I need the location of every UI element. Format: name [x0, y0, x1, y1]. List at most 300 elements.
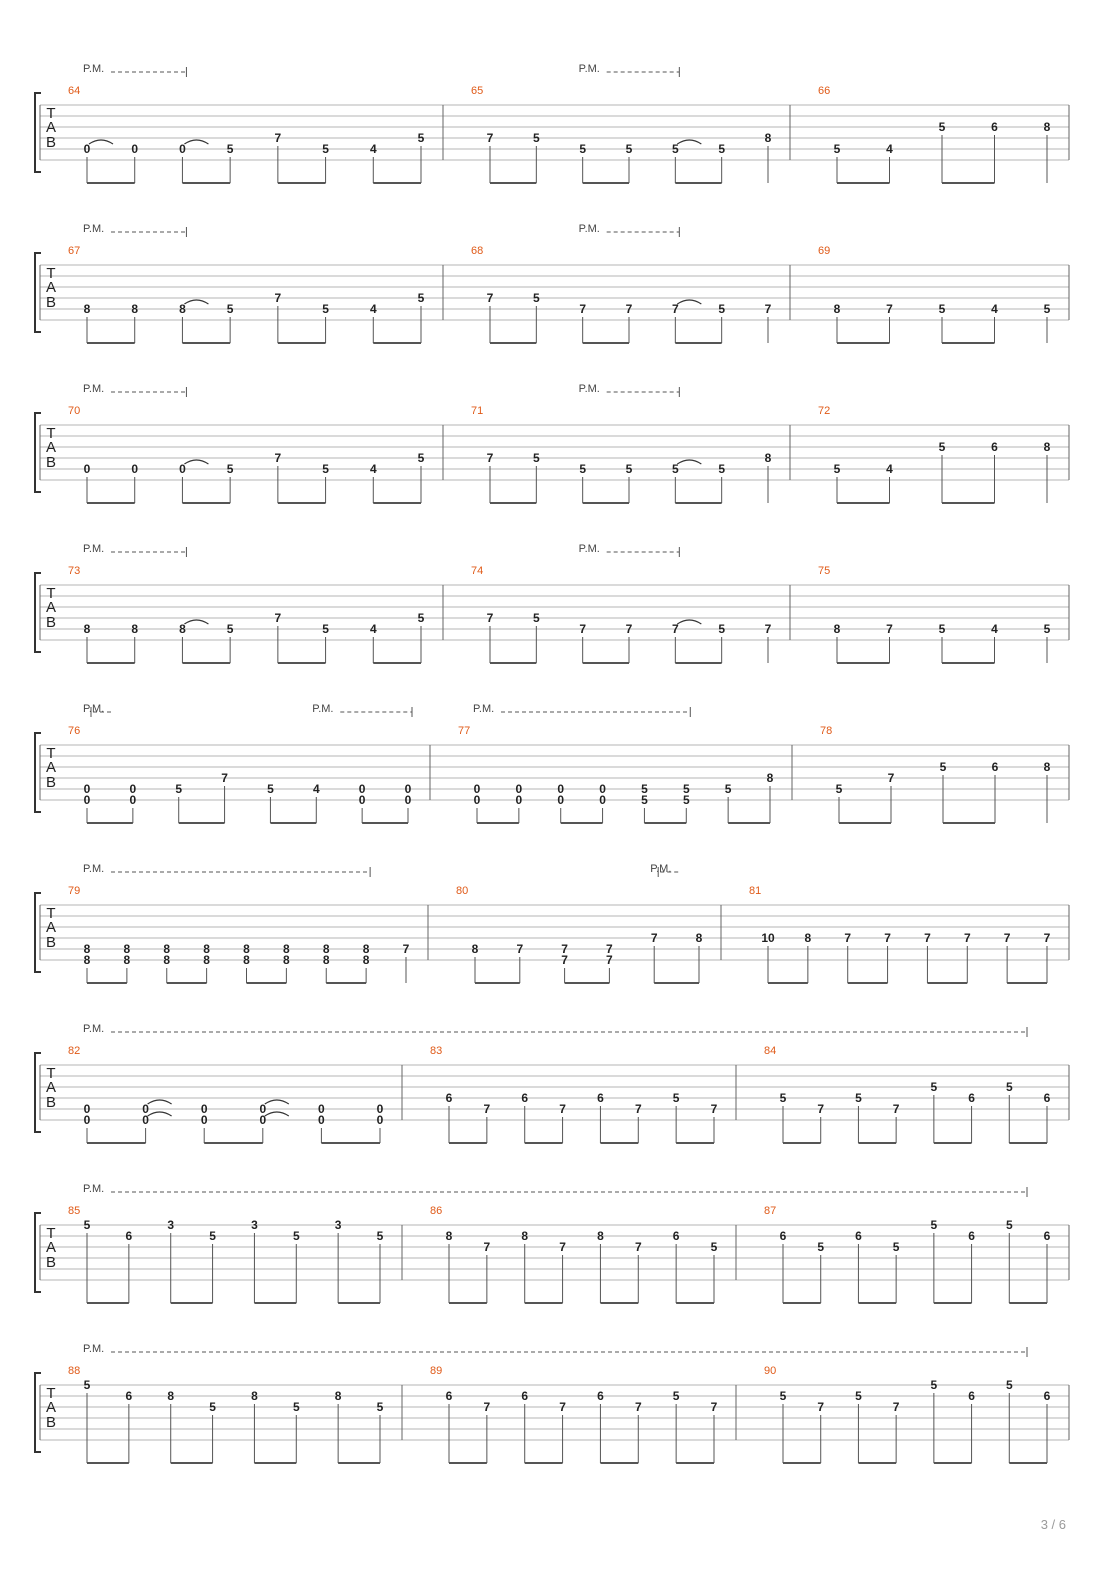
fret-number: 7	[710, 1102, 718, 1116]
fret-number: 6	[855, 1229, 862, 1243]
fret-number: 6	[1043, 1389, 1051, 1403]
fret-number: 5	[672, 1389, 680, 1403]
palm-mute-label: P.M.	[650, 863, 672, 875]
fret-number: 5	[532, 291, 540, 305]
palm-mute-label: P.M.	[83, 703, 105, 715]
fret-number: 5	[322, 462, 329, 476]
fret-number: 4	[369, 302, 377, 316]
fret-number: 8	[203, 953, 210, 967]
palm-mute-label: P.M.	[83, 1023, 105, 1035]
fret-number: 3	[167, 1218, 175, 1232]
tab-system	[35, 1023, 1069, 1143]
fret-number: 7	[1043, 931, 1051, 945]
measure-number: 70	[68, 405, 81, 417]
palm-mute-label: P.M.	[83, 1183, 105, 1195]
measure-number: 87	[764, 1205, 777, 1217]
fret-number: 7	[221, 771, 228, 785]
fret-number: 5	[376, 1400, 384, 1414]
fret-number: 8	[131, 302, 139, 316]
fret-number: 4	[369, 462, 377, 476]
fret-number: 0	[318, 1102, 325, 1116]
fret-number: 8	[362, 953, 370, 967]
fret-number: 8	[179, 622, 186, 636]
fret-number: 7	[561, 942, 568, 956]
fret-number: 5	[226, 462, 234, 476]
fret-number: 0	[358, 793, 366, 807]
tie-arc	[89, 140, 113, 144]
tie-arc	[184, 140, 208, 144]
fret-number: 8	[764, 131, 772, 145]
fret-number: 6	[991, 760, 999, 774]
tab-clef-letter: A	[45, 1239, 57, 1256]
fret-number: 5	[1005, 1378, 1013, 1392]
fret-number: 8	[243, 942, 250, 956]
fret-number: 5	[532, 451, 540, 465]
tab-clef-letter: T	[46, 1065, 56, 1082]
fret-number: 5	[625, 142, 633, 156]
fret-number: 5	[724, 782, 732, 796]
fret-number: 7	[963, 931, 971, 945]
fret-number: 8	[243, 953, 250, 967]
fret-number: 0	[376, 1102, 384, 1116]
tab-system	[35, 63, 1069, 183]
measure-number: 75	[818, 565, 831, 577]
fret-number: 5	[532, 131, 540, 145]
fret-number: 5	[641, 793, 648, 807]
fret-number: 7	[274, 451, 282, 465]
fret-number: 10	[761, 931, 775, 945]
fret-number: 5	[833, 142, 841, 156]
fret-number: 5	[417, 451, 425, 465]
fret-number: 7	[606, 953, 613, 967]
fret-number: 5	[417, 291, 425, 305]
fret-number: 4	[991, 622, 998, 636]
tab-clef-letter: B	[45, 774, 57, 791]
fret-number: 6	[125, 1389, 133, 1403]
fret-number: 5	[322, 302, 329, 316]
fret-number: 8	[83, 302, 91, 316]
fret-number: 8	[83, 622, 91, 636]
fret-number: 0	[200, 1113, 208, 1127]
measure-number: 72	[818, 405, 831, 417]
tab-clef-letter: T	[46, 265, 56, 282]
measure-number: 73	[68, 565, 81, 577]
tie-arc	[148, 1100, 172, 1104]
fret-number: 0	[259, 1113, 267, 1127]
fret-number: 7	[483, 1102, 491, 1116]
fret-number: 7	[817, 1102, 825, 1116]
fret-number: 5	[322, 142, 329, 156]
fret-number: 8	[521, 1229, 529, 1243]
fret-number: 5	[292, 1229, 300, 1243]
measure-number: 77	[458, 725, 471, 737]
fret-number: 5	[855, 1389, 862, 1403]
fret-number: 8	[322, 953, 330, 967]
fret-number: 6	[672, 1229, 680, 1243]
fret-number: 5	[1043, 622, 1051, 636]
fret-number: 7	[887, 771, 895, 785]
fret-number: 7	[483, 1400, 491, 1414]
fret-number: 5	[641, 782, 648, 796]
fret-number: 0	[131, 142, 139, 156]
fret-number: 8	[597, 1229, 604, 1243]
fret-number: 7	[625, 622, 633, 636]
measure-number: 78	[820, 725, 833, 737]
tie-arc	[677, 460, 701, 464]
fret-number: 7	[579, 622, 587, 636]
fret-number: 5	[671, 142, 679, 156]
fret-number: 7	[486, 291, 494, 305]
fret-number: 5	[938, 302, 946, 316]
fret-number: 8	[1043, 440, 1051, 454]
measure-number: 74	[471, 565, 484, 577]
fret-number: 5	[817, 1240, 825, 1254]
fret-number: 7	[892, 1400, 900, 1414]
fret-number: 7	[559, 1102, 566, 1116]
fret-number: 0	[473, 782, 481, 796]
tie-arc	[184, 460, 208, 464]
measure-number: 81	[749, 885, 762, 897]
fret-number: 0	[376, 1113, 384, 1127]
measure-number: 71	[471, 405, 484, 417]
fret-number: 7	[486, 451, 494, 465]
fret-number: 7	[650, 931, 658, 945]
fret-number: 8	[131, 622, 139, 636]
fret-number: 5	[625, 462, 633, 476]
fret-number: 5	[672, 1091, 680, 1105]
fret-number: 5	[322, 622, 329, 636]
fret-number: 7	[516, 942, 524, 956]
fret-number: 7	[671, 622, 679, 636]
measure-number: 85	[68, 1205, 81, 1217]
fret-number: 6	[991, 440, 998, 454]
fret-number: 6	[597, 1389, 604, 1403]
fret-number: 8	[163, 942, 171, 956]
tab-clef-letter: B	[45, 134, 57, 151]
fret-number: 7	[561, 953, 568, 967]
fret-number: 0	[358, 782, 366, 796]
fret-number: 8	[766, 771, 774, 785]
tie-arc	[677, 620, 701, 624]
tab-clef-letter: B	[45, 934, 57, 951]
tie-arc	[265, 1112, 289, 1116]
fret-number: 6	[597, 1091, 604, 1105]
fret-number: 5	[682, 793, 690, 807]
fret-number: 5	[939, 760, 947, 774]
fret-number: 5	[682, 782, 690, 796]
measure-number: 67	[68, 245, 81, 257]
fret-number: 0	[404, 782, 412, 796]
tab-clef-letter: B	[45, 1414, 57, 1431]
tab-clef-letter: T	[46, 1225, 56, 1242]
fret-number: 7	[924, 931, 931, 945]
fret-number: 5	[833, 462, 841, 476]
fret-number: 5	[175, 782, 183, 796]
fret-number: 4	[991, 302, 998, 316]
fret-number: 7	[579, 302, 587, 316]
fret-number: 0	[83, 782, 91, 796]
fret-number: 5	[579, 142, 587, 156]
fret-number: 6	[1043, 1229, 1051, 1243]
fret-number: 8	[322, 942, 330, 956]
tie-arc	[677, 300, 701, 304]
fret-number: 5	[855, 1091, 862, 1105]
fret-number: 7	[274, 291, 282, 305]
fret-number: 0	[515, 793, 523, 807]
fret-number: 8	[833, 622, 841, 636]
fret-number: 0	[142, 1102, 149, 1116]
fret-number: 7	[844, 931, 852, 945]
fret-number: 7	[606, 942, 613, 956]
fret-number: 8	[445, 1229, 453, 1243]
palm-mute-label: P.M.	[83, 223, 105, 235]
fret-number: 0	[83, 142, 91, 156]
fret-number: 6	[521, 1091, 529, 1105]
fret-number: 5	[209, 1400, 216, 1414]
tab-clef-letter: A	[45, 919, 57, 936]
fret-number: 0	[129, 793, 137, 807]
palm-mute-label: P.M.	[312, 703, 334, 715]
fret-number: 7	[710, 1400, 718, 1414]
fret-number: 5	[718, 462, 726, 476]
tab-clef-letter: T	[46, 425, 56, 442]
fret-number: 7	[886, 622, 893, 636]
fret-number: 6	[1043, 1091, 1051, 1105]
fret-number: 7	[634, 1240, 642, 1254]
fret-number: 7	[817, 1400, 825, 1414]
fret-number: 3	[334, 1218, 342, 1232]
fret-number: 5	[938, 440, 946, 454]
fret-number: 5	[209, 1229, 216, 1243]
fret-number: 5	[292, 1400, 300, 1414]
fret-number: 7	[274, 611, 282, 625]
tie-arc	[184, 620, 208, 624]
tab-clef-letter: T	[46, 585, 56, 602]
fret-number: 5	[938, 622, 946, 636]
fret-number: 8	[334, 1389, 342, 1403]
fret-number: 5	[532, 611, 540, 625]
tab-system	[35, 863, 1069, 983]
fret-number: 7	[892, 1102, 900, 1116]
fret-number: 7	[634, 1400, 642, 1414]
fret-number: 5	[417, 131, 425, 145]
fret-number: 6	[991, 120, 998, 134]
fret-number: 7	[274, 131, 282, 145]
tab-clef-letter: B	[45, 614, 57, 631]
measure-number: 90	[764, 1365, 777, 1377]
measure-number: 86	[430, 1205, 443, 1217]
fret-number: 7	[486, 611, 494, 625]
fret-number: 7	[886, 302, 893, 316]
fret-number: 0	[83, 1113, 91, 1127]
fret-number: 8	[804, 931, 812, 945]
fret-number: 3	[251, 1218, 258, 1232]
palm-mute-label: P.M.	[578, 543, 600, 555]
fret-number: 0	[83, 462, 91, 476]
palm-mute-label: P.M.	[83, 863, 105, 875]
fret-number: 7	[764, 622, 772, 636]
fret-number: 0	[179, 142, 186, 156]
tab-clef-letter: A	[45, 279, 57, 296]
measure-number: 76	[68, 725, 81, 737]
palm-mute-label: P.M.	[578, 63, 600, 75]
fret-number: 6	[968, 1229, 975, 1243]
fret-number: 8	[764, 451, 772, 465]
fret-number: 7	[884, 931, 891, 945]
tab-clef-letter: A	[45, 599, 57, 616]
fret-number: 7	[625, 302, 633, 316]
palm-mute-label: P.M.	[83, 63, 105, 75]
measure-number: 66	[818, 85, 831, 97]
fret-number: 5	[938, 120, 946, 134]
fret-number: 6	[521, 1389, 529, 1403]
fret-number: 8	[251, 1389, 258, 1403]
measure-number: 88	[68, 1365, 81, 1377]
fret-number: 0	[599, 782, 606, 796]
fret-number: 0	[557, 793, 565, 807]
fret-number: 4	[886, 462, 893, 476]
fret-number: 5	[417, 611, 425, 625]
palm-mute-label: P.M.	[83, 543, 105, 555]
fret-number: 5	[671, 462, 679, 476]
fret-number: 6	[968, 1389, 975, 1403]
fret-number: 5	[930, 1218, 938, 1232]
tab-system	[35, 223, 1069, 343]
tab-clef-letter: B	[45, 294, 57, 311]
fret-number: 5	[779, 1091, 787, 1105]
tab-system	[35, 703, 1069, 823]
tie-arc	[265, 1100, 289, 1104]
fret-number: 7	[1003, 931, 1011, 945]
fret-number: 4	[369, 142, 377, 156]
tab-clef-letter: T	[46, 745, 56, 762]
fret-number: 8	[83, 942, 91, 956]
tab-system	[35, 543, 1069, 663]
palm-mute-label: P.M.	[578, 383, 600, 395]
fret-number: 0	[131, 462, 139, 476]
fret-number: 0	[515, 782, 523, 796]
tab-system	[35, 1183, 1069, 1303]
fret-number: 5	[930, 1080, 938, 1094]
fret-number: 6	[445, 1091, 453, 1105]
palm-mute-label: P.M.	[473, 703, 495, 715]
tab-system	[35, 383, 1069, 503]
fret-number: 0	[129, 782, 137, 796]
measure-number: 79	[68, 885, 81, 897]
tab-system	[35, 1343, 1069, 1463]
fret-number: 7	[634, 1102, 642, 1116]
fret-number: 8	[471, 942, 479, 956]
fret-number: 8	[123, 942, 131, 956]
fret-number: 7	[764, 302, 772, 316]
fret-number: 5	[1005, 1218, 1013, 1232]
fret-number: 5	[1043, 302, 1051, 316]
fret-number: 8	[203, 942, 210, 956]
fret-number: 5	[83, 1378, 91, 1392]
fret-number: 8	[179, 302, 186, 316]
fret-number: 0	[473, 793, 481, 807]
fret-number: 8	[123, 953, 131, 967]
fret-number: 0	[142, 1113, 149, 1127]
fret-number: 6	[779, 1229, 787, 1243]
fret-number: 7	[559, 1240, 566, 1254]
fret-number: 0	[259, 1102, 267, 1116]
fret-number: 5	[835, 782, 843, 796]
measure-number: 83	[430, 1045, 443, 1057]
fret-number: 5	[718, 142, 726, 156]
fret-number: 0	[200, 1102, 208, 1116]
tab-clef-letter: B	[45, 454, 57, 471]
fret-number: 5	[579, 462, 587, 476]
fret-number: 6	[445, 1389, 453, 1403]
measure-number: 69	[818, 245, 831, 257]
fret-number: 5	[1005, 1080, 1013, 1094]
fret-number: 5	[718, 302, 726, 316]
measure-number: 80	[456, 885, 469, 897]
fret-number: 5	[267, 782, 274, 796]
fret-number: 5	[779, 1389, 787, 1403]
fret-number: 0	[83, 793, 91, 807]
tab-clef-letter: A	[45, 1079, 57, 1096]
tab-clef-letter: B	[45, 1254, 57, 1271]
fret-number: 0	[404, 793, 412, 807]
measure-number: 89	[430, 1365, 443, 1377]
fret-number: 4	[312, 782, 320, 796]
tie-arc	[184, 300, 208, 304]
palm-mute-label: P.M.	[83, 383, 105, 395]
fret-number: 8	[283, 942, 290, 956]
fret-number: 7	[559, 1400, 566, 1414]
fret-number: 7	[486, 131, 494, 145]
fret-number: 5	[930, 1378, 938, 1392]
fret-number: 5	[226, 142, 234, 156]
fret-number: 5	[376, 1229, 384, 1243]
tab-clef-letter: A	[45, 119, 57, 136]
fret-number: 5	[83, 1218, 91, 1232]
measure-number: 68	[471, 245, 484, 257]
fret-number: 8	[83, 953, 91, 967]
tab-clef-letter: B	[45, 1094, 57, 1111]
fret-number: 5	[710, 1240, 718, 1254]
fret-number: 7	[402, 942, 410, 956]
tab-clef-letter: T	[46, 105, 56, 122]
fret-number: 7	[483, 1240, 491, 1254]
measure-number: 64	[68, 85, 81, 97]
measure-number: 84	[764, 1045, 777, 1057]
fret-number: 7	[671, 302, 679, 316]
fret-number: 8	[833, 302, 841, 316]
fret-number: 8	[695, 931, 703, 945]
fret-number: 8	[163, 953, 171, 967]
tie-arc	[148, 1112, 172, 1116]
tab-clef-letter: T	[46, 1385, 56, 1402]
fret-number: 5	[226, 622, 234, 636]
fret-number: 5	[718, 622, 726, 636]
fret-number: 0	[83, 1102, 91, 1116]
tie-arc	[677, 140, 701, 144]
fret-number: 4	[886, 142, 893, 156]
fret-number: 5	[226, 302, 234, 316]
palm-mute-label: P.M.	[578, 223, 600, 235]
fret-number: 8	[167, 1389, 175, 1403]
tab-clef-letter: A	[45, 1399, 57, 1416]
palm-mute-label: P.M.	[83, 1343, 105, 1355]
measure-number: 82	[68, 1045, 81, 1057]
fret-number: 0	[179, 462, 186, 476]
fret-number: 8	[283, 953, 290, 967]
fret-number: 5	[892, 1240, 900, 1254]
fret-number: 0	[557, 782, 565, 796]
